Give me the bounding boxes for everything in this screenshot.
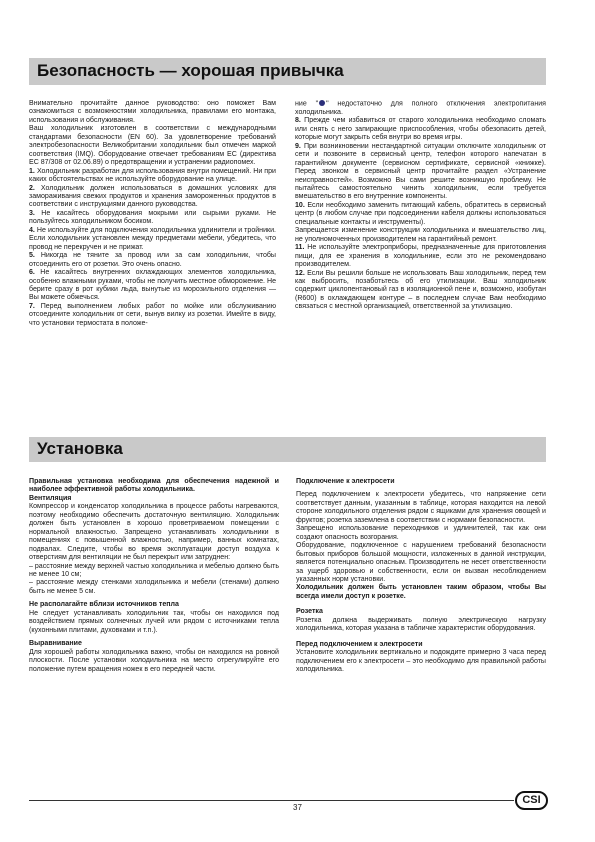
safety-left-item	[29, 168, 276, 185]
level-text: Для хорошей работы холодильника важно, чтобы он находился на ровной плоскости. После установки холодильника на место отрегулируйте его положение путем вращения ножек в его передней части.	[29, 648, 279, 673]
safety-left-item-number: 1.	[29, 167, 37, 175]
safety-left-item-text: Перед выполнением любых работ по мойке или обслуживанию отсоедините холодильник от сети, вынув вилку из розетки. Имейте в виду, что установки термостата в положе-	[29, 302, 276, 327]
access-note: Холодильник должен быть установлен таким образом, чтобы Вы всегда имели доступ к розетке.	[296, 584, 546, 600]
safety-left-item-text: Ваш холодильник изготовлен в соответствии с международными стандартами безопасности (EN 60). За удовлетворение требований электробезопасности Великобритании холодильник был отмечен маркой соответствия (IMQ). Оборудование отвечает требованиям ЕС (директива ЕС 87/308 от 02.06.89) о предотвращении и устранении радиопомех.	[29, 125, 276, 167]
safety-left-item	[29, 185, 276, 210]
install-section-banner	[29, 437, 546, 462]
safety-right-list	[295, 117, 546, 311]
safety-left-item-number: 7.	[29, 302, 41, 310]
safety-left-item	[29, 125, 276, 167]
safety-left-item	[29, 303, 276, 328]
thermostat-off-icon	[319, 100, 325, 106]
safety-section-title: Безопасность — хорошая привычка	[37, 61, 344, 80]
safety-right-column	[295, 100, 546, 312]
safety-left-item-text: Холодильник разработан для использования внутри помещений. Ни при каких обстоятельствах не используйте оборудование на улице.	[29, 167, 276, 184]
socket-text: Розетка должна выдерживать полную электрическую нагрузку холодильника, которая указана в табличке характеристик оборудования.	[296, 616, 546, 633]
ventilation-heading: Вентиляция	[29, 494, 72, 502]
page-number: 37	[293, 803, 302, 812]
warranty-text: Оборудование, подключенное с нарушением требований безопасности бытовых приборов большой мощности, изложенных в данной инструкции, является потенциально опасным. Производитель не несет ответственности за ущерб здоровью и собственности, если он вызван несоблюдением указанных норм установки.	[296, 542, 546, 583]
electric-text: Перед подключением к электросети убедитесь, что напряжение сети соответствует данным, указанным в таблице, которая находится на левой стороне холодильного отделения рядом с ящиками для хранения овощей и фруктов; розетка заземлена в соответствии с нормами безопасности.	[296, 491, 546, 524]
install-intro: Правильная установка необходима для обеспечения надежной и наиболее эффективной работы холодильника.	[29, 478, 279, 494]
level-heading: Выравнивание	[29, 640, 82, 648]
safety-right-item	[295, 270, 546, 312]
heat-text: Не следует устанавливать холодильник так, чтобы он находился под воздействием прямых солнечных лучей или рядом с источниками тепла (кухонными плитами, духовками и т.п.).	[29, 609, 279, 634]
safety-left-item-text: Внимательно прочитайте данное руководство: оно поможет Вам ознакомиться с возможностями холодильника, правилами его монтажа, использования и обслуживания.	[29, 100, 276, 124]
safety-right-item-text: При возникновении нестандартной ситуации отключите холодильник от сети и позвоните в сервисный центр, телефон которого напечатан в гарантийном документе (сервисном сертификате, сервисной «книжке). Перед звонком в сервисный центр прочитайте раздел «Устранение неисправностей». Возможно Вы сами решите возникшую проблему. Не пытайтесь самостоятельно чинить холодильник, если требуется вмешательство в его внутренние компоненты.	[295, 142, 547, 201]
heat-heading: Не располагайте вблизи источников тепла	[29, 601, 179, 609]
adapters-text: Запрещено использование переходников и удлинителей, так как они создают опасность возгорания.	[296, 525, 546, 541]
safety-right-item-number: 9.	[295, 142, 304, 150]
clearance-side-text: – расстояние между стенками холодильника и мебели (стенами) должно быть не менее 5 см.	[29, 579, 279, 595]
before-connect-heading: Перед подключением к электросети	[296, 640, 423, 648]
safety-left-item	[29, 269, 276, 303]
safety-right-item	[295, 202, 546, 227]
safety-left-item-text: Не касайтесь внутренних охлаждающих элементов холодильника, особенно влажными руками, чтобы не получить местное обморожение. Не берите сразу в рот кубики льда, вынутые из морозильного отделения — Вы можете обжечься.	[29, 269, 276, 302]
language-code-badge: CSI	[515, 791, 548, 810]
safety-right-item-text: Если необходимо заменить питающий кабель, обратитесь в сервисный центр (в любом случае при подсоединении кабеля должны использоваться специальные контакты и инструменты).	[295, 201, 546, 226]
install-right-column	[296, 478, 546, 675]
safety-left-item-number: 6.	[29, 269, 41, 277]
continuation-pre: ние "	[295, 100, 319, 108]
before-connect-text: Установите холодильник вертикально и подождите примерно 3 часа перед подключением его к электросети – это необходимо для правильной работы холодильника.	[296, 649, 546, 674]
safety-right-item-number: 10.	[295, 201, 308, 209]
install-section-title: Установка	[37, 439, 123, 458]
install-left-column	[29, 478, 279, 674]
safety-left-item-text: Не касайтесь оборудования мокрыми или сырыми руками. Не пользуйтесь холодильником босиком.	[29, 209, 276, 226]
safety-right-item	[295, 143, 546, 202]
safety-right-item	[295, 117, 546, 142]
safety-left-item	[29, 210, 276, 227]
clearance-top-text: – расстояние между верхней частью холодильника и мебелью должно быть не менее 10 см;	[29, 562, 279, 578]
safety-right-item-text: Прежде чем избавиться от старого холодильника необходимо сломать или снять с него запирающие приспособления, чтобы обезопасить детей, которые могут закрыть себя внутри во время игры.	[295, 117, 546, 142]
safety-right-item-number: 8.	[295, 117, 305, 125]
safety-left-item-number: 2.	[29, 184, 41, 192]
safety-section-banner	[29, 58, 546, 85]
safety-continuation-paragraph	[295, 100, 546, 117]
safety-left-item-number: 5.	[29, 252, 41, 260]
socket-heading: Розетка	[296, 608, 323, 616]
safety-left-column	[29, 100, 276, 328]
safety-right-item-number: 11.	[295, 244, 308, 252]
safety-right-item-text: Запрещается изменение конструкции холодильника и вмешательство лиц, не уполномоченных производителем на гарантийный ремонт.	[295, 227, 546, 243]
safety-left-item	[29, 100, 276, 125]
safety-left-item-number: 4.	[29, 226, 37, 234]
footer-divider	[29, 800, 514, 801]
safety-left-item-number: 3.	[29, 209, 42, 217]
safety-right-item-text: Не используйте электроприборы, предназначенные для приготовления пищи, для ее хранения в холодильнике, если это не рекомендовано производителем.	[295, 244, 546, 269]
safety-right-item-text: Если Вы решили больше не использовать Ваш холодильник, перед тем как выбросить, позаботьтесь об его утилизации. Ваш холодильник содержит циклопентановый газ в изоляционной пене и, возможно, изобутан (R600) в охлаждающем контуре – в последнем случае Вам необходимо связаться с местной организацией, ответственной за утилизацию.	[295, 269, 546, 311]
safety-left-item-text: Холодильник должен использоваться в домашних условиях для замораживания свежих продуктов и хранения замороженных продуктов в соответствии с инструкциями данного руководства.	[29, 184, 276, 209]
electric-heading: Подключение к электросети	[296, 478, 395, 485]
safety-left-item-text: Не используйте для подключения холодильника удлинители и тройники. Если холодильник установлен между предметами мебели, убедитесь, что провод не перекручен и не прижат.	[29, 226, 276, 251]
safety-right-item-number: 12.	[295, 269, 308, 277]
safety-left-item-text: Никогда не тяните за провод или за сам холодильник, чтобы отсоединить его от розетки. Это очень опасно.	[29, 252, 276, 268]
safety-right-item	[295, 227, 546, 244]
continuation-post: " недостаточно для полного отключения электропитания холодильника.	[295, 100, 546, 116]
safety-left-item	[29, 252, 276, 269]
safety-right-item	[295, 244, 546, 269]
safety-left-item	[29, 227, 276, 252]
ventilation-text: Компрессор и конденсатор холодильника в процессе работы нагреваются, поэтому необходимо обеспечить достаточную вентиляцию. Холодильник должен быть установлен в хорошо проветриваемом помещении с нормальной влажностью. Запрещено устанавливать холодильники в помещениях с повышенной влажностью, например, ванных комнатах, подвалах. Следите, чтобы во время эксплуатации доступ воздуха к отверстиям для вентиляции не был перекрыт или затруднен:	[29, 503, 279, 562]
